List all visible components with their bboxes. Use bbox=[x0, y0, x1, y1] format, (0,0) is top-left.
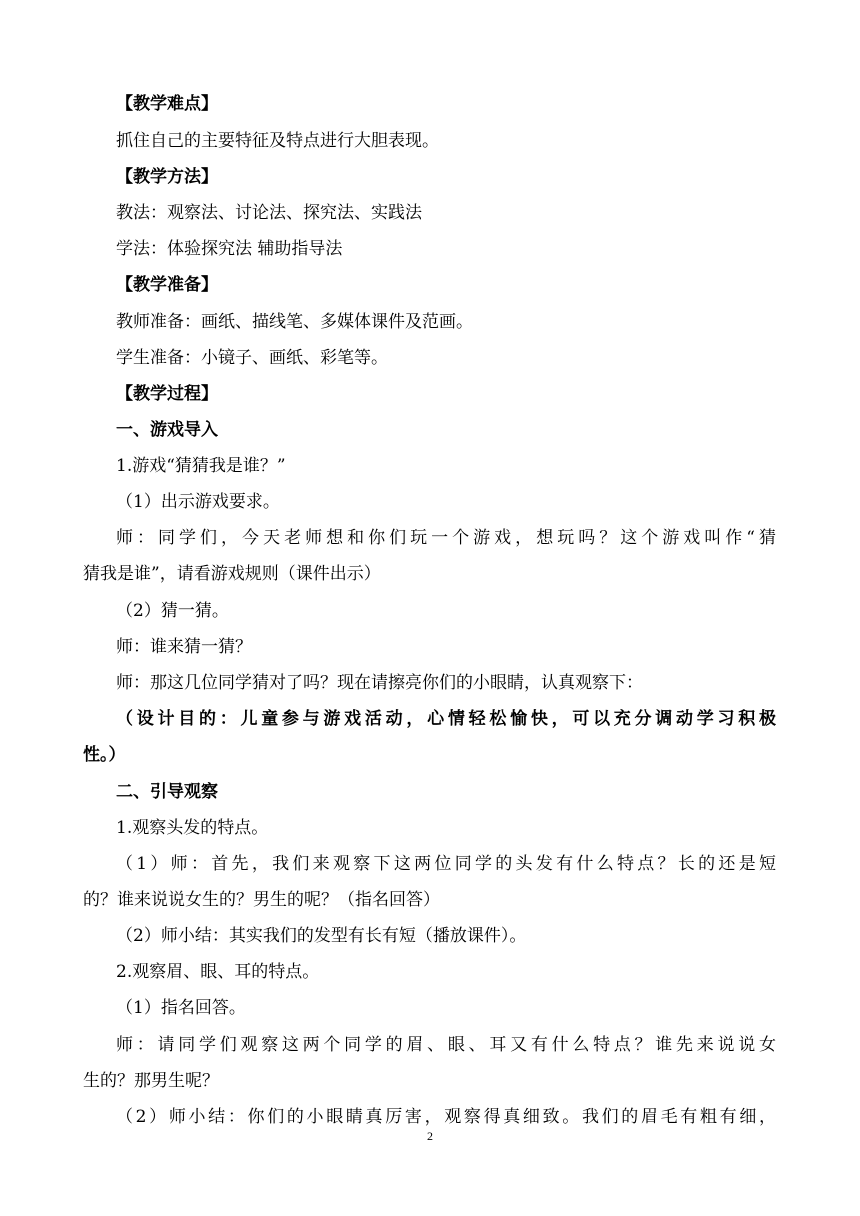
paragraph-features-question: 师：请同学们观察这两个同学的眉、眼、耳又有什么特点？谁先来说说女 bbox=[116, 1035, 776, 1055]
item-features: 2.观察眉、眼、耳的特点。 bbox=[116, 962, 320, 982]
paragraph-prep-student: 学生准备：小镜子、画纸、彩笔等。 bbox=[116, 348, 388, 368]
paragraph-teacher-intro-cont: 猜我是谁”，请看游戏规则（课件出示） bbox=[83, 564, 381, 584]
paragraph-observe-prompt: 师：那这几位同学猜对了吗？现在请擦亮你们的小眼睛，认真观察下： bbox=[116, 673, 643, 693]
paragraph-who-guesses: 师：谁来猜一猜？ bbox=[116, 637, 252, 657]
section-title-observe: 二、引导观察 bbox=[116, 782, 218, 802]
paragraph-difficulty: 抓住自己的主要特征及特点进行大胆表现。 bbox=[116, 131, 439, 151]
paragraph-method-learn: 学法：体验探究法 辅助指导法 bbox=[116, 239, 343, 259]
item-game-rules: （1）出示游戏要求。 bbox=[116, 492, 280, 512]
heading-prep: 【教学准备】 bbox=[116, 275, 218, 295]
design-purpose-cont: 性。） bbox=[83, 745, 126, 765]
heading-process: 【教学过程】 bbox=[116, 384, 218, 404]
item-hair: 1.观察头发的特点。 bbox=[116, 818, 269, 838]
heading-difficulty: 【教学难点】 bbox=[116, 94, 218, 114]
heading-method: 【教学方法】 bbox=[116, 167, 218, 187]
paragraph-hair-question: （1）师：首先，我们来观察下这两位同学的头发有什么特点？长的还是短 bbox=[116, 854, 776, 874]
paragraph-features-summary: （2）师小结：你们的小眼睛真厉害，观察得真细致。我们的眉毛有粗有细， bbox=[116, 1107, 776, 1127]
section-title-game: 一、游戏导入 bbox=[116, 420, 218, 440]
paragraph-hair-summary: （2）师小结：其实我们的发型有长有短（播放课件）。 bbox=[116, 926, 527, 946]
page-number: 2 bbox=[427, 1129, 433, 1143]
item-game: 1.游戏“猜猜我是谁？” bbox=[116, 456, 286, 476]
paragraph-hair-question-cont: 的？谁来说说女生的？男生的呢？（指名回答） bbox=[83, 890, 440, 910]
design-purpose: （设计目的：儿童参与游戏活动，心情轻松愉快，可以充分调动学习积极 bbox=[116, 709, 776, 729]
item-guess: （2）猜一猜。 bbox=[116, 601, 229, 621]
paragraph-method-teach: 教法：观察法、讨论法、探究法、实践法 bbox=[116, 203, 422, 223]
paragraph-features-question-cont: 生的？那男生呢？ bbox=[83, 1071, 219, 1091]
paragraph-teacher-intro: 师：同学们，今天老师想和你们玩一个游戏，想玩吗？这个游戏叫作“猜 bbox=[116, 528, 776, 548]
item-answer: （1）指名回答。 bbox=[116, 998, 246, 1018]
paragraph-prep-teacher: 教师准备：画纸、描线笔、多媒体课件及范画。 bbox=[116, 312, 473, 332]
